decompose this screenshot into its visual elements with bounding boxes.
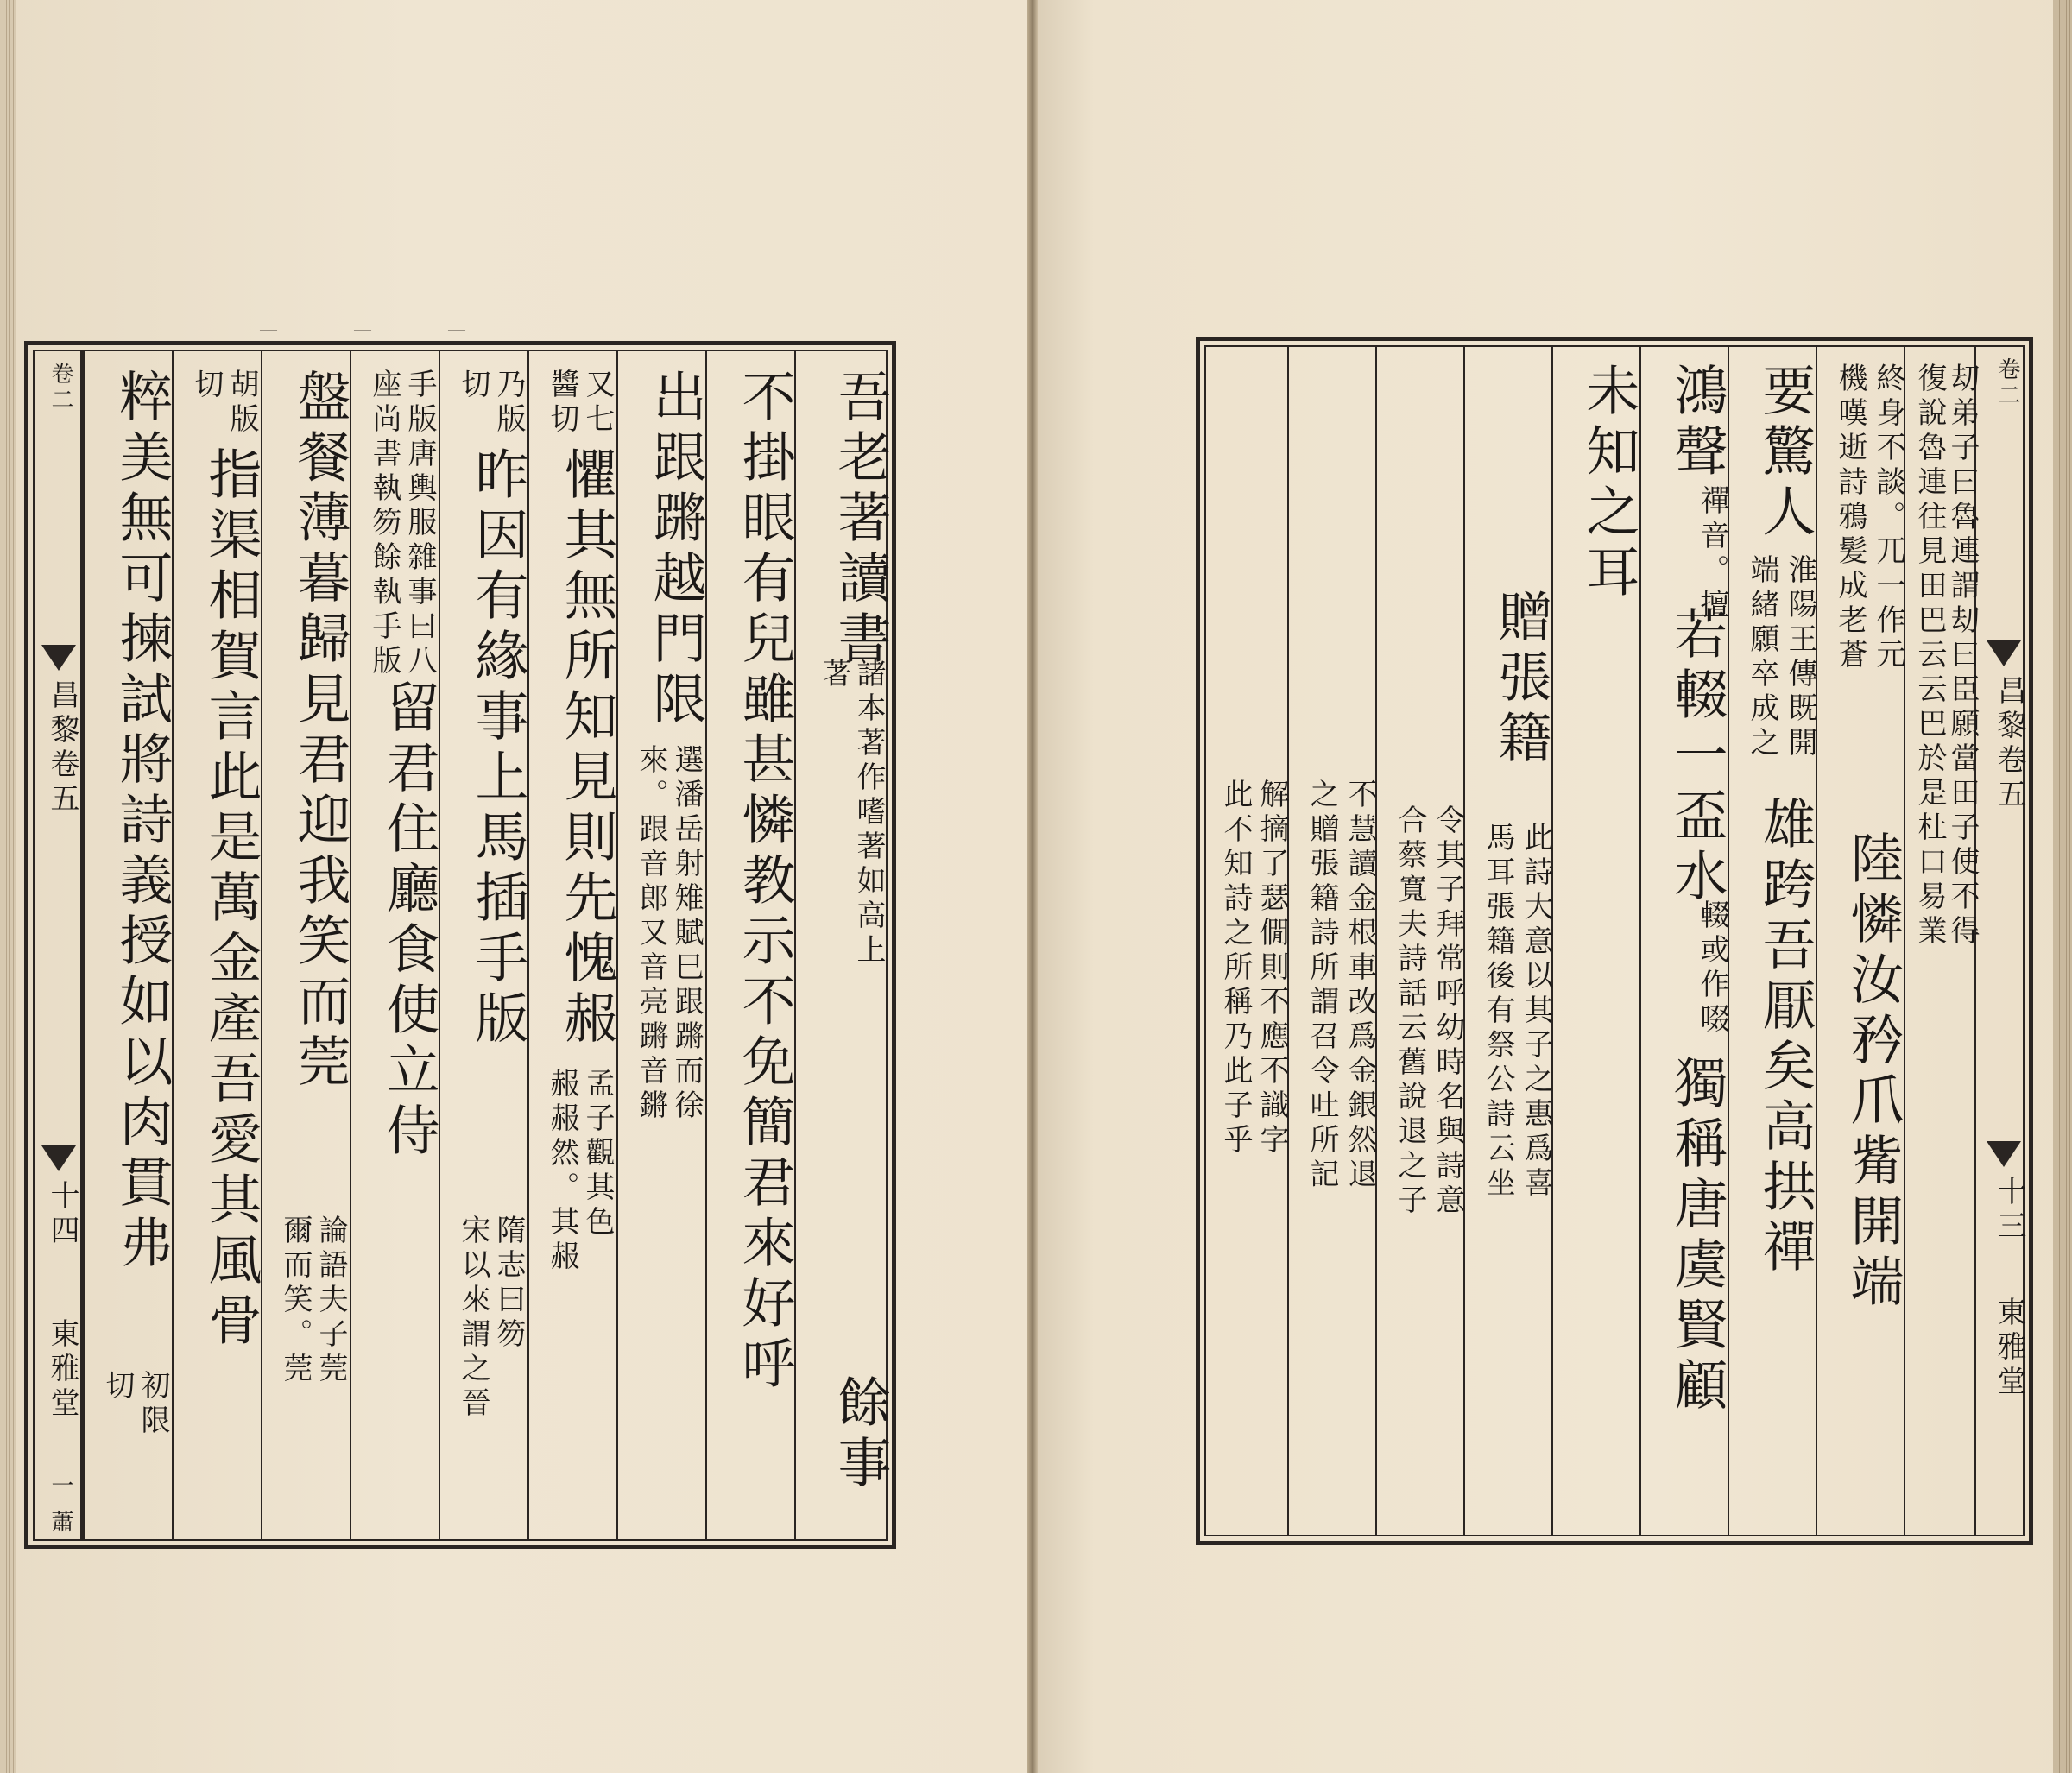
annotation: 機嘆逝詩鴉髪成老蒼 bbox=[1833, 363, 1867, 673]
annotation: 切 bbox=[456, 369, 490, 403]
fold-leaf-number: 十四 bbox=[45, 1180, 79, 1249]
right-col-8 bbox=[1287, 347, 1375, 1535]
left-fold-column bbox=[35, 351, 83, 1539]
main-text: 出跟蹡越門限 bbox=[644, 369, 707, 731]
annotation: 爾而笑。莞 bbox=[278, 1215, 313, 1387]
fold-title: 昌黎卷五 bbox=[1992, 675, 2026, 813]
right-col-2 bbox=[1816, 347, 1904, 1535]
main-text: 昨因有緣事上馬插手版 bbox=[466, 446, 529, 1051]
left-inner-border bbox=[33, 350, 892, 1541]
main-text: 要驚人 bbox=[1753, 363, 1816, 544]
right-col-6 bbox=[1463, 347, 1551, 1535]
fishtail-mark bbox=[1987, 1141, 2021, 1167]
left-text-block bbox=[24, 341, 896, 1549]
annotation: 切 bbox=[100, 1370, 135, 1404]
main-text: 留君住廳食使立侍 bbox=[377, 679, 440, 1163]
fold-volume: 卷二 bbox=[47, 362, 73, 413]
page-edge-right bbox=[2053, 0, 2072, 1773]
fishtail-mark bbox=[41, 1145, 76, 1171]
left-col-6 bbox=[350, 351, 439, 1539]
annotation: 輟或作啜 bbox=[1695, 899, 1729, 1038]
annotation: 宋以來謂之晉 bbox=[456, 1215, 490, 1422]
main-text: 若輟一盃水 bbox=[1665, 606, 1728, 908]
fishtail-mark bbox=[1987, 640, 2021, 666]
main-text: 獨稱唐虞賢顧 bbox=[1665, 1055, 1728, 1417]
right-inner-border bbox=[1204, 345, 2025, 1536]
main-text: 鴻聲 bbox=[1665, 363, 1728, 483]
main-text: 指渠相賀言此是萬金產吾愛其風骨 bbox=[199, 446, 262, 1353]
annotation: 復說魯連往見田巴云云巴於是杜口易業 bbox=[1912, 363, 1947, 950]
annotation: 孟子觀其色 bbox=[580, 1068, 615, 1240]
left-col-8 bbox=[172, 351, 261, 1539]
right-col-7 bbox=[1375, 347, 1463, 1535]
annotation: 馬耳張籍後有祭公詩云坐 bbox=[1481, 822, 1515, 1202]
fishtail-mark bbox=[41, 645, 76, 671]
left-col-7 bbox=[261, 351, 350, 1539]
fold-volume: 卷二 bbox=[1994, 357, 2020, 409]
main-text: 雄跨吾厭矣高拱禪 bbox=[1753, 796, 1816, 1279]
right-col-5 bbox=[1551, 347, 1639, 1535]
annotation: 著 bbox=[817, 658, 851, 692]
main-text: 贈張籍 bbox=[1489, 589, 1552, 770]
left-col-2 bbox=[705, 351, 794, 1539]
annotation: 切 bbox=[189, 369, 224, 403]
right-col-9 bbox=[1206, 347, 1287, 1535]
left-col-4 bbox=[527, 351, 616, 1539]
left-col-3 bbox=[616, 351, 705, 1539]
annotation: 淮陽王傳既開 bbox=[1783, 554, 1817, 761]
fold-studio: 東雅堂 bbox=[45, 1318, 79, 1422]
fold-leaf-number: 十三 bbox=[1992, 1176, 2026, 1245]
annotation: 選潘岳射雉賦巳跟蹡而徐 bbox=[669, 744, 704, 1124]
left-col-1 bbox=[794, 351, 892, 1539]
right-col-3 bbox=[1728, 347, 1816, 1535]
fold-studio: 東雅堂 bbox=[1992, 1297, 2026, 1400]
right-col-1 bbox=[1904, 347, 1980, 1535]
page-edge-left bbox=[0, 0, 16, 1773]
main-text: 餘事 bbox=[829, 1374, 892, 1495]
annotation: 刧弟子曰魯連謂刧曰臣願當田子使不得 bbox=[1945, 363, 1980, 950]
right-col-4 bbox=[1639, 347, 1728, 1535]
annotation: 合蔡寬夫詩話云舊說退之子 bbox=[1393, 804, 1427, 1219]
main-text: 懼其無所知見則先愧赧 bbox=[555, 446, 618, 1051]
book-spine-gutter bbox=[1027, 0, 1038, 1773]
annotation: 隋志曰笏 bbox=[491, 1215, 526, 1353]
main-text: 吾老著讀書 bbox=[829, 369, 892, 671]
left-col-5 bbox=[439, 351, 527, 1539]
annotation: 初限 bbox=[136, 1370, 170, 1439]
annotation: 醬切 bbox=[545, 369, 579, 438]
annotation: 又七 bbox=[580, 369, 615, 438]
annotation: 諸本著作嗜著如高上 bbox=[851, 658, 886, 969]
annotation: 此不知詩之所稱乃此子乎 bbox=[1218, 779, 1253, 1158]
annotation: 禪音。擅 bbox=[1695, 485, 1729, 623]
annotation: 座尚書執笏餘執手版 bbox=[367, 369, 401, 679]
annotation: 赧赧然。其赧 bbox=[545, 1068, 579, 1275]
annotation: 來。跟音郎又音亮蹡音鏘 bbox=[634, 744, 668, 1124]
annotation: 手版唐輿服雜事曰八 bbox=[402, 369, 437, 679]
fold-title: 昌黎卷五 bbox=[45, 679, 79, 817]
right-text-block bbox=[1196, 337, 2033, 1545]
annotation: 乃版 bbox=[491, 369, 526, 438]
annotation: 胡版 bbox=[224, 369, 259, 438]
main-text: 陸憐汝矜爪觜開端 bbox=[1841, 830, 1905, 1314]
main-text: 未知之耳 bbox=[1577, 363, 1640, 604]
annotation: 論語夫子莞 bbox=[313, 1215, 348, 1387]
main-text: 盤餐薄暮歸見君迎我笑而莞 bbox=[288, 369, 351, 1094]
annotation: 終身不談。兀一作元 bbox=[1871, 363, 1905, 673]
frame-top-marks: — — — bbox=[259, 319, 501, 341]
annotation: 之贈張籍詩所謂召令吐所記 bbox=[1304, 779, 1339, 1193]
annotation: 令其子拜常呼幼時名與詩意 bbox=[1431, 804, 1465, 1219]
main-text: 不掛眼有兒雖甚憐教示不免簡君來好呼 bbox=[733, 369, 796, 1396]
annotation: 不慧讀金根車改爲金銀然退 bbox=[1342, 779, 1377, 1193]
fold-bottom: 一 蕭 bbox=[47, 1473, 73, 1536]
annotation: 此詩大意以其子之惠爲喜 bbox=[1519, 822, 1553, 1202]
annotation: 端緒願卒成之 bbox=[1745, 554, 1779, 761]
annotation: 解摘了瑟僩則不應不識字 bbox=[1254, 779, 1289, 1158]
main-text: 粹美無可揀試將詩義授如以肉貫弗 bbox=[111, 369, 174, 1275]
left-col-9 bbox=[83, 351, 172, 1539]
